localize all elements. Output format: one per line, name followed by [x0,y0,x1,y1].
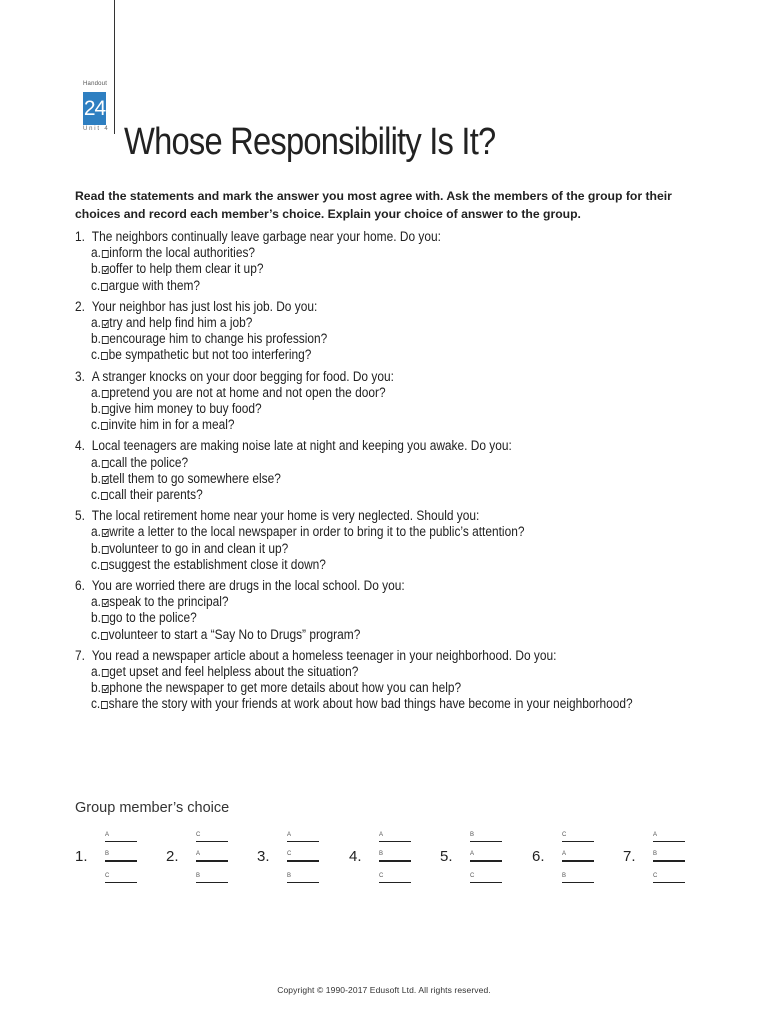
answer-option [75,610,629,626]
choice-answer-line[interactable]: C [562,831,594,842]
question-text: You read a newspaper article about a homeless teenager in your neighborhood. Do you: [91,647,557,664]
option-letter: a. [90,664,101,681]
question-item [75,508,735,573]
choice-answer-line[interactable]: A [196,850,228,862]
checkbox[interactable] [101,632,108,640]
choice-answer-line[interactable]: B [287,872,319,883]
checkbox[interactable] [101,701,108,709]
checkbox[interactable] [101,352,108,360]
option-text: call their parents? [108,487,203,504]
option-letter: a. [90,454,101,471]
answer-option [75,455,629,471]
option-letter: a. [90,594,101,611]
member-number: 4. [349,848,362,865]
option-letter: c. [90,556,101,573]
question-text: The local retirement home near your home is very neglected. Should you: [91,508,480,525]
checkbox[interactable] [101,283,108,291]
answer-option [75,347,629,363]
question-text: A stranger knocks on your door begging for food. Do you: [91,368,394,385]
choice-answer-line[interactable]: C [470,872,502,883]
header-divider [114,0,115,134]
option-text: encourage him to change his profession? [109,331,328,348]
option-letter: b. [90,331,101,348]
answer-option [75,664,629,680]
instructions: Read the statements and mark the answer you most agree with. Ask the members of the group for their choices and record each member’s choice. Explain your choice of answer to the group. [75,189,672,221]
question-number: 3. [75,368,85,385]
question-text: The neighbors continually leave garbage near your home. Do you: [91,229,441,245]
option-letter: b. [90,470,101,487]
choice-answer-line[interactable]: A [287,831,319,842]
option-letter: a. [90,315,101,332]
choice-answer-line[interactable]: B [653,850,685,862]
question-number: 6. [75,578,85,595]
answer-option [75,417,629,433]
member-choice-group [75,830,165,886]
checkbox[interactable] [102,250,109,258]
option-text: try and help find him a job? [109,315,253,332]
question-text-line [75,438,629,454]
member-number: 6. [532,848,545,865]
member-choice-group [532,830,622,886]
question-number: 1. [75,229,85,245]
choice-answer-line[interactable]: A [653,831,685,842]
option-letter: c. [90,347,101,364]
answer-option [75,557,629,573]
option-text: be sympathetic but not too interfering? [108,347,312,364]
checked-checkbox[interactable] [102,476,109,484]
option-letter: a. [90,245,101,262]
option-text: call the police? [109,454,189,471]
choice-answer-line[interactable]: B [379,850,411,862]
option-text: argue with them? [108,277,201,294]
checkbox[interactable] [102,336,109,344]
question-number: 5. [75,508,85,525]
question-text-line [75,299,629,315]
answer-option [75,331,629,347]
option-letter: c. [90,417,101,434]
checked-checkbox[interactable] [102,599,109,607]
question-list [75,229,735,718]
answer-option [75,385,629,401]
choice-answer-line[interactable]: C [196,831,228,842]
answer-option [75,278,629,294]
option-text: invite him in for a meal? [108,417,235,434]
question-text: Your neighbor has just lost his job. Do you: [91,298,318,315]
question-number: 2. [75,298,85,315]
question-item [75,229,735,294]
checked-checkbox[interactable] [102,320,109,328]
option-text: speak to the principal? [109,594,229,611]
answer-option [75,680,629,696]
question-item [75,369,735,434]
answer-option [75,471,629,487]
answer-option [75,541,629,557]
question-item [75,648,735,713]
answer-option [75,261,629,277]
option-letter: a. [90,384,101,401]
option-letter: b. [90,261,101,278]
choice-answer-line[interactable]: A [105,831,137,842]
checkbox[interactable] [102,460,109,468]
choice-answer-line[interactable]: A [562,850,594,862]
checkbox[interactable] [102,546,109,554]
member-choice-group [257,830,347,886]
question-text-line [75,648,629,664]
choice-answer-line[interactable]: C [653,872,685,883]
answer-option [75,401,629,417]
option-text: volunteer to go in and clean it up? [109,540,289,557]
member-choice-group [440,830,530,886]
checked-checkbox[interactable] [102,266,109,274]
option-text: offer to help them clear it up? [109,261,264,278]
answer-option [75,315,629,331]
unit-label: Unit 4 [83,126,110,132]
option-letter: c. [90,277,101,294]
answer-option [75,594,629,610]
group-choice-title: Group member’s choice [75,800,230,816]
copyright: Copyright © 1990-2017 Edusoft Ltd. All rights reserved. [277,985,491,995]
option-text: suggest the establishment close it down? [108,556,326,573]
answer-option [75,696,633,713]
checkbox[interactable] [102,669,109,677]
question-number: 4. [75,438,85,455]
member-choice-group [166,830,256,886]
checkbox[interactable] [101,492,108,500]
option-letter: c. [90,626,101,643]
member-number: 3. [257,848,270,865]
handout-number-badge: 24 [83,92,106,125]
question-text: You are worried there are drugs in the local school. Do you: [91,578,405,595]
option-text: give him money to buy food? [109,401,262,418]
question-item [75,438,735,503]
member-number: 1. [75,848,88,865]
answer-option [75,627,629,643]
answer-option [75,245,629,261]
option-text: write a letter to the local newspaper in order to bring it to the public’s attention? [109,524,525,541]
question-item [75,578,735,643]
option-letter: c. [90,696,101,713]
option-text: inform the local authorities? [109,245,256,262]
checkbox[interactable] [102,390,109,398]
option-letter: c. [90,487,101,504]
question-text: Local teenagers are making noise late at night and keeping you awake. Do you: [91,438,512,455]
choice-answer-line[interactable]: B [196,872,228,883]
option-letter: a. [90,524,101,541]
answer-option [75,524,629,540]
choice-answer-line[interactable]: B [470,831,502,842]
question-number: 7. [75,647,85,664]
option-text: volunteer to start a “Say No to Drugs” program? [108,626,361,643]
option-letter: b. [90,680,101,697]
member-number: 2. [166,848,179,865]
choice-answer-line[interactable]: C [287,850,319,862]
question-text-line [75,578,629,594]
question-text-line [75,508,629,524]
member-number: 7. [623,848,636,865]
checkbox[interactable] [102,406,109,414]
member-choice-group [623,830,713,886]
checkbox[interactable] [102,615,109,623]
checkbox[interactable] [101,562,108,570]
option-text: phone the newspaper to get more details about how you can help? [109,680,462,697]
question-item [75,299,735,364]
choice-answer-line[interactable]: C [379,872,411,883]
choice-answer-line[interactable]: A [379,831,411,842]
checked-checkbox[interactable] [102,685,109,693]
option-letter: b. [90,540,101,557]
member-number: 5. [440,848,453,865]
choice-answer-line[interactable]: A [470,850,502,862]
option-letter: b. [90,401,101,418]
member-choice-group [349,830,439,886]
checkbox[interactable] [101,422,108,430]
option-text: share the story with your friends at work about how bad things have become in your neighborhood? [108,696,633,713]
question-text-line [75,229,629,245]
choice-answer-line[interactable]: B [105,850,137,862]
option-text: go to the police? [109,610,197,627]
option-text: tell them to go somewhere else? [109,470,281,487]
option-letter: b. [90,610,101,627]
page-title: Whose Responsibility Is It? [124,121,496,164]
choice-answer-line[interactable]: B [562,872,594,883]
option-text: get upset and feel helpless about the situation? [109,664,359,681]
question-text-line [75,369,629,385]
option-text: pretend you are not at home and not open the door? [109,384,386,401]
choice-answer-line[interactable]: C [105,872,137,883]
answer-option [75,487,629,503]
checked-checkbox[interactable] [102,529,109,537]
handout-label: Handout [83,81,108,87]
